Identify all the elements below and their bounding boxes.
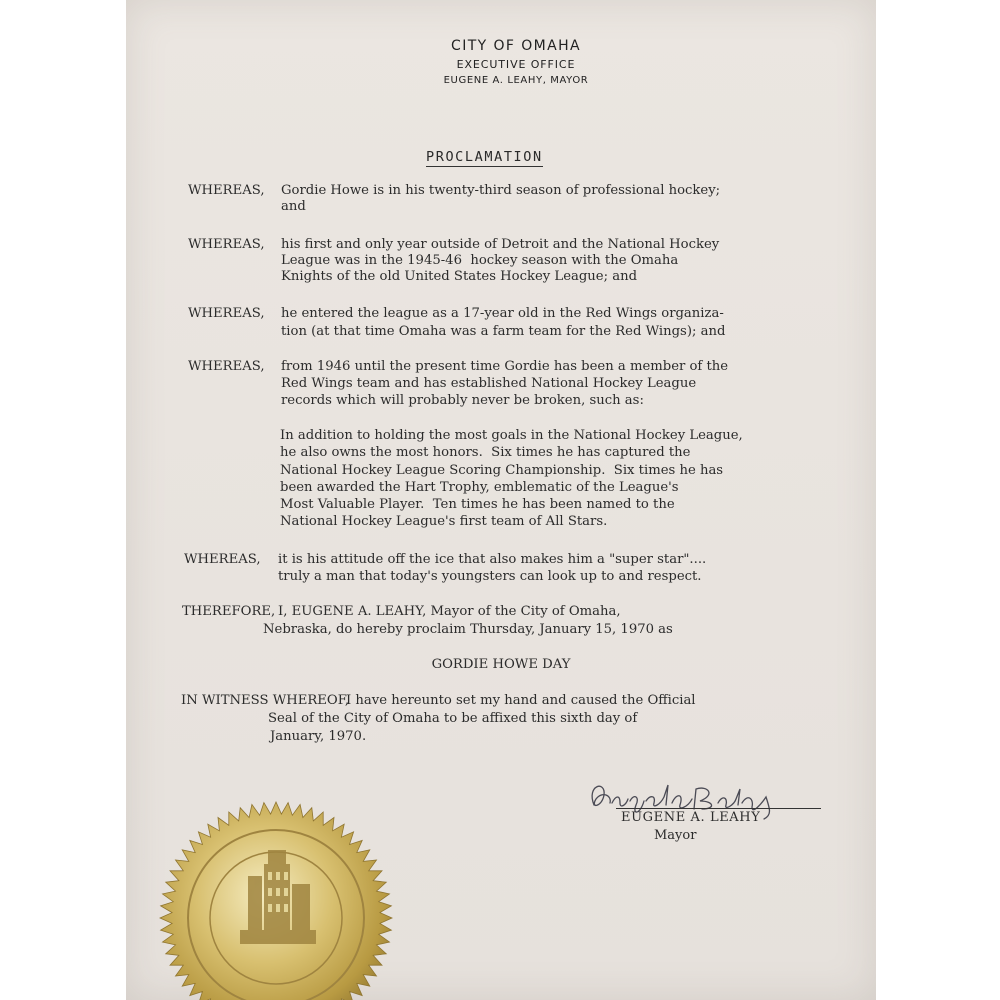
handwritten-signature bbox=[576, 775, 836, 835]
text-line: Seal of the City of Omaha to be affixed this sixth day of bbox=[268, 711, 638, 726]
text-line: I have hereunto set my hand and caused the Official bbox=[346, 693, 696, 708]
text-line: truly a man that today's youngsters can look up to and respect. bbox=[278, 569, 702, 584]
text-line: Gordie Howe is in his twenty-third season of professional hockey; bbox=[281, 183, 721, 198]
document-title: PROCLAMATION bbox=[426, 149, 543, 165]
text-line: from 1946 until the present time Gordie has been a member of the bbox=[281, 359, 729, 374]
proclamation-document bbox=[126, 0, 876, 1000]
signer-name: EUGENE A. LEAHY bbox=[621, 810, 761, 825]
text-line: January, 1970. bbox=[270, 729, 367, 744]
gold-seal-icon bbox=[156, 798, 396, 1000]
records-line: he also owns the most honors. Six times he has captured the bbox=[280, 445, 691, 460]
records-line: In addition to holding the most goals in the National Hockey League, bbox=[280, 428, 743, 443]
whereas-label: WHEREAS, bbox=[188, 306, 265, 321]
text-line: records which will probably never be broken, such as: bbox=[281, 393, 644, 408]
text-line: Red Wings team and has established National Hockey League bbox=[281, 376, 697, 391]
text-line: and bbox=[281, 199, 306, 214]
signer-title: Mayor bbox=[654, 828, 697, 843]
letterhead-office: EXECUTIVE OFFICE bbox=[456, 58, 576, 71]
text-line: it is his attitude off the ice that also makes him a "super star".... bbox=[278, 552, 707, 567]
signature-line bbox=[616, 808, 821, 809]
whereas-label: WHEREAS, bbox=[184, 552, 261, 567]
records-line: National Hockey League's first team of All Stars. bbox=[280, 514, 608, 529]
therefore-label: THEREFORE, bbox=[182, 604, 276, 619]
text-line: his first and only year outside of Detroit and the National Hockey bbox=[281, 237, 720, 252]
text-line: tion (at that time Omaha was a farm team for the Red Wings); and bbox=[281, 324, 726, 339]
text-line: Nebraska, do hereby proclaim Thursday, January 15, 1970 as bbox=[263, 622, 673, 637]
text-line: he entered the league as a 17-year old in the Red Wings organiza- bbox=[281, 306, 724, 321]
whereas-label: WHEREAS, bbox=[188, 237, 265, 252]
records-line: been awarded the Hart Trophy, emblematic of the League's bbox=[280, 480, 679, 495]
text-line: League was in the 1945-46 hockey season with the Omaha bbox=[281, 253, 679, 268]
letterhead-mayor: EUGENE A. LEAHY, MAYOR bbox=[443, 75, 589, 86]
records-line: Most Valuable Player. Ten times he has been named to the bbox=[280, 497, 675, 512]
records-line: National Hockey League Scoring Championship. Six times he has bbox=[280, 463, 724, 478]
day-name: GORDIE HOWE DAY bbox=[431, 657, 571, 672]
whereas-label: WHEREAS, bbox=[188, 183, 265, 198]
letterhead bbox=[126, 38, 876, 86]
official-seal bbox=[156, 798, 396, 1000]
whereas-label: WHEREAS, bbox=[188, 359, 265, 374]
text-line: Knights of the old United States Hockey League; and bbox=[281, 269, 638, 284]
letterhead-city: CITY OF OMAHA bbox=[451, 38, 581, 54]
witness-label: IN WITNESS WHEREOF, bbox=[181, 693, 350, 708]
text-line: I, EUGENE A. LEAHY, Mayor of the City of Omaha, bbox=[278, 604, 621, 619]
